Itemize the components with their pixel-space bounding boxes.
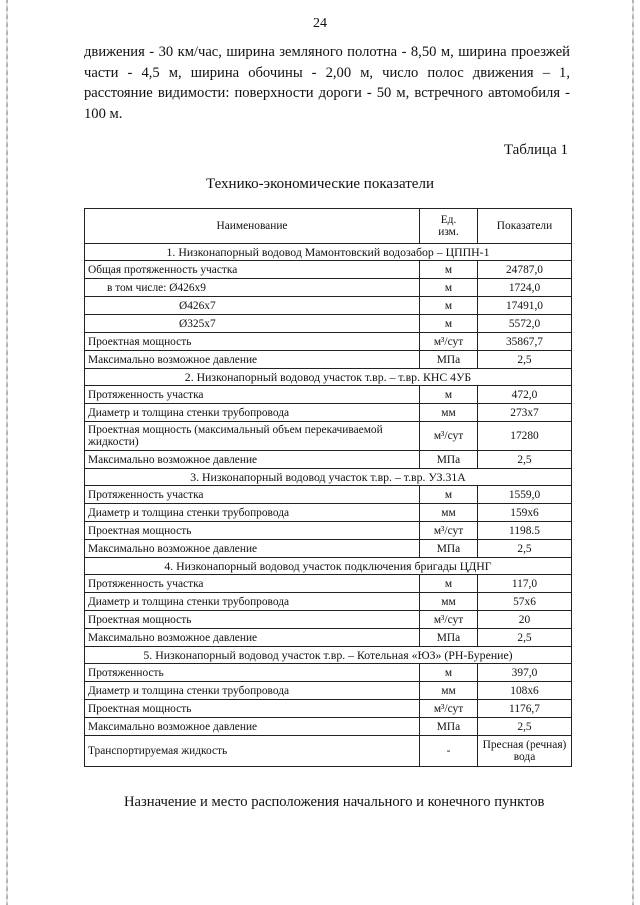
- section-title: 1. Низконапорный водовод Мамонтовский водозабор – ЦППН-1: [85, 244, 572, 261]
- row-value: 472,0: [478, 386, 572, 404]
- row-unit: мм: [420, 404, 478, 422]
- header-unit: [420, 209, 478, 244]
- row-unit: -: [420, 736, 478, 767]
- table-row: [85, 261, 572, 279]
- page-number: 24: [313, 16, 327, 31]
- row-unit: мм: [420, 682, 478, 700]
- row-unit: МПа: [420, 629, 478, 647]
- indicators-table: [84, 208, 572, 767]
- row-value: 57х6: [478, 593, 572, 611]
- row-value: 20: [478, 611, 572, 629]
- row-name: Максимально возможное давление: [85, 351, 420, 369]
- row-name: Протяженность участка: [85, 386, 420, 404]
- row-name: Максимально возможное давление: [85, 451, 420, 469]
- row-unit: м³/сут: [420, 700, 478, 718]
- table-row: [85, 333, 572, 351]
- row-unit: м³/сут: [420, 333, 478, 351]
- row-name: Транспортируемая жидкость: [85, 736, 420, 767]
- row-unit: МПа: [420, 540, 478, 558]
- table-row: [85, 386, 572, 404]
- row-name: Общая протяженность участка: [85, 261, 420, 279]
- table-row: [85, 315, 572, 333]
- table-row: [85, 351, 572, 369]
- table-row: [85, 575, 572, 593]
- table-row: [85, 682, 572, 700]
- row-name: Проектная мощность: [85, 333, 420, 351]
- table-row: [85, 540, 572, 558]
- row-value: 1176,7: [478, 700, 572, 718]
- row-value: 35867,7: [478, 333, 572, 351]
- section-row: [85, 558, 572, 575]
- row-unit: м: [420, 664, 478, 682]
- intro-paragraph: движения - 30 км/час, ширина земляного полотна - 8,50 м, ширина проезжей части - 4,5 м, ширина обочины - 2,00 м, число полос движения – 1, расстояние видимости: поверхности дороги - 50 м, встречного автомобиля - 100 м.: [84, 44, 570, 122]
- section-title: 5. Низконапорный водовод участок т.вр. – Котельная «ЮЗ» (РН-Бурение): [85, 647, 572, 664]
- row-value: 17280: [478, 422, 572, 451]
- table-row: [85, 664, 572, 682]
- section-row: [85, 469, 572, 486]
- row-value: 273х7: [478, 404, 572, 422]
- row-name: Диаметр и толщина стенки трубопровода: [85, 404, 420, 422]
- table-row: [85, 504, 572, 522]
- table-row: [85, 593, 572, 611]
- row-value: 108х6: [478, 682, 572, 700]
- table-row: [85, 522, 572, 540]
- row-value: 17491,0: [478, 297, 572, 315]
- table-title: Технико-экономические показатели: [206, 176, 434, 192]
- row-unit: м: [420, 315, 478, 333]
- row-name: Проектная мощность: [85, 522, 420, 540]
- row-unit: мм: [420, 593, 478, 611]
- section-title: 4. Низконапорный водовод участок подключения бригады ЦДНГ: [85, 558, 572, 575]
- section-row: [85, 244, 572, 261]
- table-row: [85, 486, 572, 504]
- row-name: Проектная мощность (максимальный объем перекачиваемой жидкости): [85, 422, 420, 451]
- row-name: Проектная мощность: [85, 700, 420, 718]
- row-name: Диаметр и толщина стенки трубопровода: [85, 593, 420, 611]
- row-value: 159х6: [478, 504, 572, 522]
- header-unit-line2: изм.: [438, 226, 459, 238]
- row-value: 2,5: [478, 451, 572, 469]
- row-name: Диаметр и толщина стенки трубопровода: [85, 682, 420, 700]
- row-unit: м: [420, 261, 478, 279]
- table-row: [85, 611, 572, 629]
- table-row: [85, 279, 572, 297]
- row-unit: м: [420, 386, 478, 404]
- scan-edge-left: [6, 0, 8, 905]
- row-unit: м³/сут: [420, 422, 478, 451]
- scan-edge-right: [632, 0, 634, 905]
- closing-paragraph: Назначение и место расположения начального и конечного пунктов: [124, 794, 545, 810]
- row-value: 24787,0: [478, 261, 572, 279]
- section-row: [85, 647, 572, 664]
- table-label: Таблица 1: [503, 142, 568, 158]
- row-unit: мм: [420, 504, 478, 522]
- table-row: [85, 629, 572, 647]
- row-name: Максимально возможное давление: [85, 629, 420, 647]
- table-row: [85, 451, 572, 469]
- table-row: [85, 700, 572, 718]
- row-name: Максимально возможное давление: [85, 718, 420, 736]
- row-value: 5572,0: [478, 315, 572, 333]
- row-unit: м: [420, 279, 478, 297]
- table-body: [85, 244, 572, 767]
- row-name: в том числе: Ø426х9: [85, 279, 420, 297]
- row-unit: м: [420, 486, 478, 504]
- row-value: 117,0: [478, 575, 572, 593]
- row-unit: МПа: [420, 718, 478, 736]
- row-unit: м³/сут: [420, 611, 478, 629]
- section-title: 2. Низконапорный водовод участок т.вр. – т.вр. КНС 4УБ: [85, 369, 572, 386]
- table-row: [85, 404, 572, 422]
- table-header-row: [85, 209, 572, 244]
- row-name: Проектная мощность: [85, 611, 420, 629]
- row-value: 1198.5: [478, 522, 572, 540]
- row-value: 397,0: [478, 664, 572, 682]
- row-name: Максимально возможное давление: [85, 540, 420, 558]
- row-value: 1724,0: [478, 279, 572, 297]
- section-title: 3. Низконапорный водовод участок т.вр. – т.вр. УЗ.31А: [85, 469, 572, 486]
- table-row: [85, 718, 572, 736]
- header-name: Наименование: [85, 209, 420, 244]
- table-row: [85, 422, 572, 451]
- row-value: 2,5: [478, 540, 572, 558]
- table-row: [85, 297, 572, 315]
- table-row: [85, 736, 572, 767]
- row-unit: м: [420, 297, 478, 315]
- row-unit: м: [420, 575, 478, 593]
- row-value: 1559,0: [478, 486, 572, 504]
- row-value: 2,5: [478, 718, 572, 736]
- row-name: Ø325х7: [85, 315, 420, 333]
- header-unit-line1: Ед.: [440, 214, 457, 226]
- header-value: Показатели: [478, 209, 572, 244]
- row-name: Протяженность участка: [85, 575, 420, 593]
- row-name: Протяженность участка: [85, 486, 420, 504]
- row-value: 2,5: [478, 351, 572, 369]
- row-unit: МПа: [420, 451, 478, 469]
- section-row: [85, 369, 572, 386]
- row-unit: м³/сут: [420, 522, 478, 540]
- row-name: Ø426х7: [85, 297, 420, 315]
- row-value: Пресная (речная) вода: [478, 736, 572, 767]
- row-unit: МПа: [420, 351, 478, 369]
- row-value: 2,5: [478, 629, 572, 647]
- row-name: Протяженность: [85, 664, 420, 682]
- row-name: Диаметр и толщина стенки трубопровода: [85, 504, 420, 522]
